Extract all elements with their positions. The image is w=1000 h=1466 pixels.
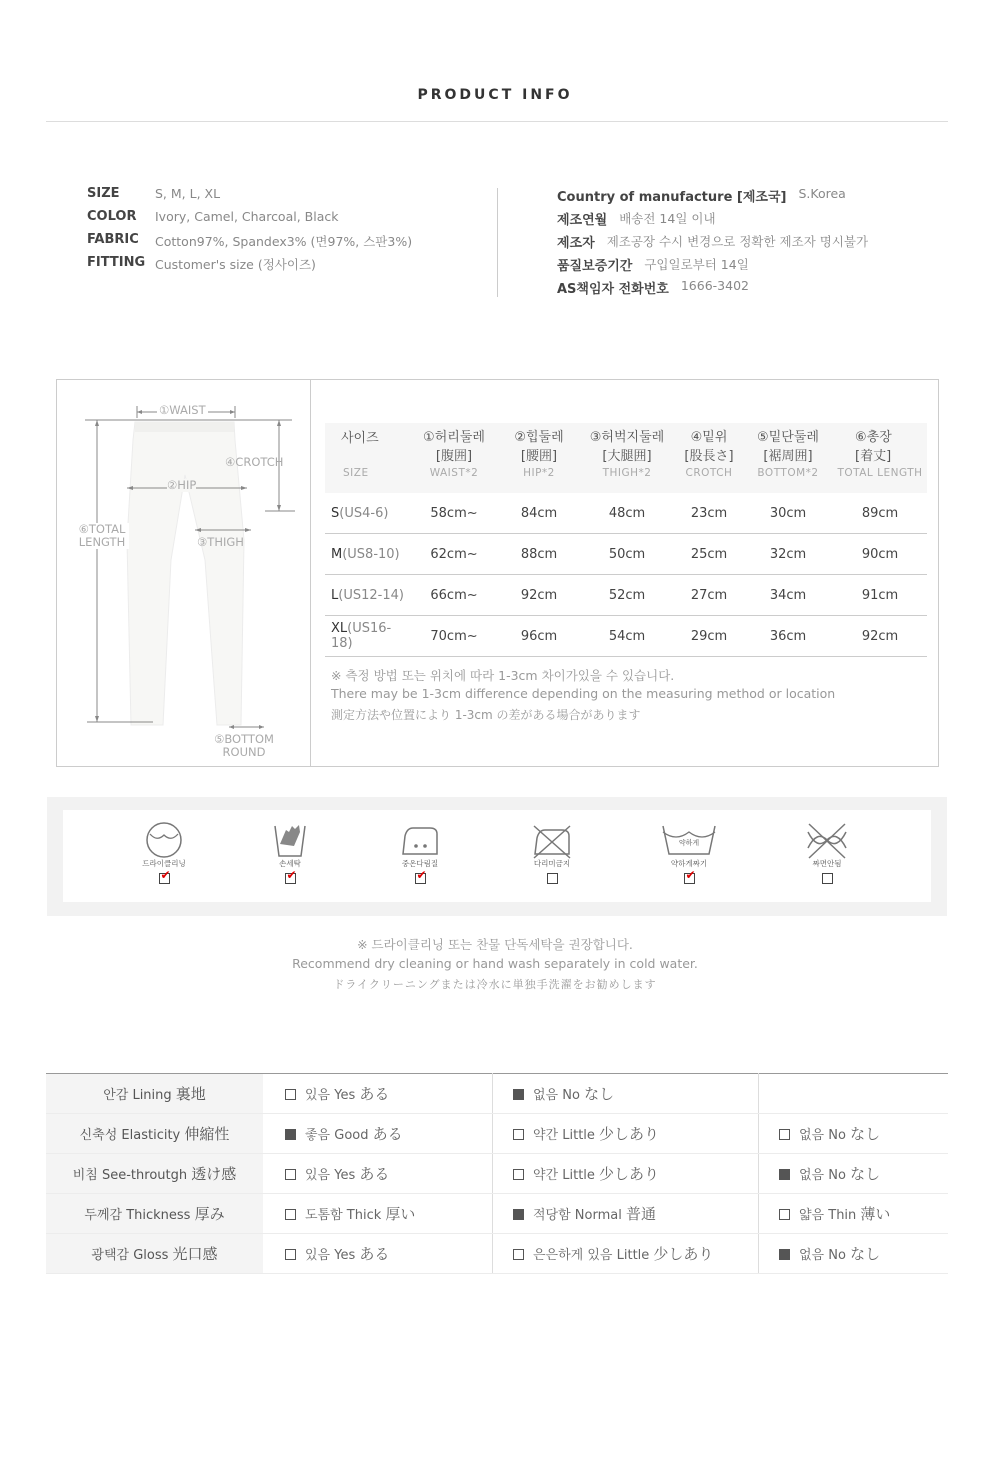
option-checkbox — [285, 1129, 296, 1140]
spec-row — [557, 278, 868, 301]
care-item-no-iron — [517, 820, 587, 884]
dry-cleaning-icon — [142, 820, 186, 860]
feature-option: 없음 No なし — [759, 1154, 949, 1194]
spec-key: 품질보증기간 — [557, 259, 633, 274]
table-row — [46, 1114, 948, 1154]
measure-note-ko: ※ 측정 방법 또는 위치에 따라 1-3cm 차이가있을 수 있습니다. — [331, 668, 675, 683]
table-cell: 92cm — [499, 575, 579, 616]
spec-value: 구입일로부터 14일 — [644, 257, 749, 272]
size-table-subheader — [325, 467, 927, 493]
header-hip-ko: ②힙둘레 — [514, 430, 564, 445]
table-row — [325, 493, 927, 534]
feature-option: 얇음 Thin 薄い — [759, 1194, 949, 1234]
spec-key: FITTING — [87, 255, 146, 270]
wash-note-jp: ドライクリーニングまたは冷水に単独手洗濯をお勧めします — [333, 978, 657, 991]
option-checkbox — [285, 1209, 296, 1220]
total-length-line1: ⑥TOTAL — [78, 522, 126, 536]
header-bottom-jp: [裾周囲] — [763, 449, 813, 464]
size-cell: M(US8-10) — [325, 534, 409, 575]
measure-note-jp: 測定方法や位置により 1-3cm の差がある場合があります — [331, 708, 641, 722]
spec-value: Cotton97%, Spandex3% (면97%, 스판3%) — [155, 234, 413, 249]
table-cell: 52cm — [579, 575, 675, 616]
measure-note-en: There may be 1-3cm difference depending on the measuring method or location — [331, 686, 836, 701]
spec-key: 제조자 — [557, 236, 595, 251]
option-checkbox — [779, 1249, 790, 1260]
subheader-waist: WAIST*2 — [409, 467, 499, 493]
table-cell: 66cm~ — [409, 575, 499, 616]
spec-key: 제조연월 — [557, 213, 608, 228]
feature-option: 적당함 Normal 普通 — [493, 1194, 759, 1234]
size-table-header — [325, 423, 927, 467]
option-checkbox — [513, 1169, 524, 1180]
waist-label: ①WAIST — [159, 403, 206, 417]
care-label: 중온다림질 — [401, 859, 439, 868]
table-cell: 92cm — [833, 616, 927, 657]
option-checkbox — [779, 1169, 790, 1180]
feature-option: 없음 No なし — [759, 1114, 949, 1154]
option-checkbox — [513, 1209, 524, 1220]
header-bottom-ko: ⑤밑단둘레 — [757, 430, 819, 445]
total-length-line2: LENGTH — [78, 535, 126, 549]
subheader-crotch: CROTCH — [675, 467, 743, 493]
table-cell: 89cm — [833, 493, 927, 534]
feature-option: 약간 Little 少しあり — [493, 1154, 759, 1194]
wash-note-ko: ※ 드라이클리닝 또는 찬물 단독세탁을 권장합니다. — [357, 937, 633, 952]
bottom-round-line2: ROUND — [222, 745, 266, 759]
table-row — [46, 1234, 948, 1274]
spec-value: S, M, L, XL — [155, 186, 221, 201]
crotch-label: ④CROTCH — [225, 455, 284, 469]
feature-table — [46, 1073, 948, 1274]
subheader-thigh: THIGH*2 — [579, 467, 675, 493]
table-cell: 50cm — [579, 534, 675, 575]
care-item-iron — [385, 820, 455, 884]
table-cell: 48cm — [579, 493, 675, 534]
header-bottom — [743, 423, 833, 467]
care-item-hand-wash — [255, 820, 325, 884]
spec-key: COLOR — [87, 209, 137, 224]
size-box-divider — [310, 380, 311, 766]
feature-label: 광택감 Gloss 光口感 — [46, 1234, 263, 1274]
subheader-total: TOTAL LENGTH — [833, 467, 927, 493]
care-checkbox — [547, 873, 558, 884]
subheader-hip: HIP*2 — [499, 467, 579, 493]
header-waist — [409, 423, 499, 467]
feature-option: 좋음 Good ある — [263, 1114, 493, 1154]
size-cell: S(US4-6) — [325, 493, 409, 534]
header-hip-jp: [腰囲] — [520, 449, 558, 464]
hip-label: ②HIP — [167, 478, 197, 492]
size-cell: L(US12-14) — [325, 575, 409, 616]
size-cell: XL(US16-18) — [325, 616, 409, 657]
no-wring-icon — [803, 820, 851, 860]
check-mark-icon: ✔ — [160, 868, 171, 882]
header-thigh-jp: [大腿囲] — [602, 449, 652, 464]
care-label: 짜면안됨 — [812, 859, 842, 868]
option-checkbox — [285, 1089, 296, 1100]
option-checkbox — [285, 1249, 296, 1260]
spec-value: Ivory, Camel, Charcoal, Black — [155, 209, 339, 224]
table-cell: 62cm~ — [409, 534, 499, 575]
table-row — [46, 1074, 948, 1114]
feature-label: 안감 Lining 裏地 — [46, 1074, 263, 1114]
feature-label: 두께감 Thickness 厚み — [46, 1194, 263, 1234]
header-size — [325, 423, 409, 467]
feature-label: 신축성 Elasticity 伸縮性 — [46, 1114, 263, 1154]
care-item-no-wring — [792, 820, 862, 884]
table-cell: 88cm — [499, 534, 579, 575]
feature-option: 없음 No なし — [759, 1234, 949, 1274]
feature-option-empty — [759, 1074, 949, 1114]
table-cell: 36cm — [743, 616, 833, 657]
table-cell: 84cm — [499, 493, 579, 534]
care-label: 손세탁 — [279, 859, 301, 868]
care-label: 드라이클리닝 — [142, 859, 186, 868]
table-cell: 25cm — [675, 534, 743, 575]
spec-row — [87, 209, 412, 232]
header-total-ko: ⑥총장 — [855, 430, 892, 445]
care-item-dry-cleaning — [129, 820, 199, 884]
table-cell: 29cm — [675, 616, 743, 657]
table-row — [325, 534, 927, 575]
hand-wash-icon — [268, 820, 312, 860]
wash-note-en: Recommend dry cleaning or hand wash separately in cold water. — [292, 956, 698, 971]
spec-value: Customer's size (정사이즈) — [155, 257, 316, 272]
spec-key: FABRIC — [87, 232, 139, 247]
header-waist-jp: [腹囲] — [435, 449, 473, 464]
spec-row — [557, 232, 868, 255]
spec-row — [87, 255, 412, 278]
table-cell: 70cm~ — [409, 616, 499, 657]
check-mark-icon: ✔ — [286, 868, 297, 882]
subheader-size: SIZE — [325, 467, 409, 493]
table-cell: 30cm — [743, 493, 833, 534]
no-iron-icon — [530, 820, 574, 860]
spec-row — [87, 232, 412, 255]
table-cell: 54cm — [579, 616, 675, 657]
feature-option: 약간 Little 少しあり — [493, 1114, 759, 1154]
spec-key: SIZE — [87, 186, 120, 201]
table-cell: 27cm — [675, 575, 743, 616]
table-row — [325, 575, 927, 616]
care-checkbox — [159, 868, 171, 884]
bottom-round-line1: ⑤BOTTOM — [214, 732, 274, 746]
feature-option: 있음 Yes ある — [263, 1074, 493, 1114]
check-mark-icon: ✔ — [416, 868, 427, 882]
header-size-ko: 사이즈 — [341, 430, 379, 446]
pants-diagram-icon — [57, 380, 310, 766]
spec-row — [557, 255, 868, 278]
subheader-bottom: BOTTOM*2 — [743, 467, 833, 493]
table-cell: 91cm — [833, 575, 927, 616]
option-checkbox — [513, 1249, 524, 1260]
table-cell: 96cm — [499, 616, 579, 657]
total-length-label — [75, 523, 129, 549]
option-checkbox — [513, 1129, 524, 1140]
bottom-round-label — [207, 733, 281, 759]
feature-option: 은은하게 있음 Little 少しあり — [493, 1234, 759, 1274]
option-checkbox — [285, 1169, 296, 1180]
page-title: PRODUCT INFO — [417, 87, 573, 103]
feature-option: 있음 Yes ある — [263, 1234, 493, 1274]
table-cell: 23cm — [675, 493, 743, 534]
table-row — [46, 1194, 948, 1234]
table-cell: 58cm~ — [409, 493, 499, 534]
spec-divider — [497, 188, 498, 297]
table-cell: 34cm — [743, 575, 833, 616]
header-crotch-jp: [股長さ] — [684, 449, 734, 464]
header-thigh-ko: ③허벅지둘레 — [589, 430, 665, 445]
spec-value: 제조공장 수시 변경으로 정확한 제조자 명시불가 — [606, 234, 869, 249]
care-panel-inner — [63, 810, 931, 902]
spec-value: 1666-3402 — [680, 278, 749, 293]
feature-option: 있음 Yes ある — [263, 1154, 493, 1194]
spec-key: Country of manufacture [제조국] — [557, 190, 787, 205]
header-total — [833, 423, 927, 467]
header-waist-ko: ①허리둘레 — [423, 430, 485, 445]
table-row — [325, 616, 927, 657]
header-crotch-ko: ④밑위 — [690, 430, 728, 445]
option-checkbox — [779, 1209, 790, 1220]
care-checkbox — [415, 868, 427, 884]
spec-list-left — [87, 186, 412, 278]
table-cell: 32cm — [743, 534, 833, 575]
care-label: 다리미금지 — [533, 859, 571, 868]
svg-text:약하게: 약하게 — [678, 839, 700, 847]
spec-row — [557, 209, 868, 232]
iron-medium-icon — [398, 820, 442, 860]
feature-option: 도톰함 Thick 厚い — [263, 1194, 493, 1234]
care-checkbox — [684, 868, 696, 884]
option-checkbox — [779, 1129, 790, 1140]
header-total-jp: [着丈] — [855, 449, 892, 464]
size-table — [325, 423, 927, 657]
spec-key: AS책임자 전화번호 — [557, 282, 669, 297]
option-checkbox — [513, 1089, 524, 1100]
feature-label: 비침 See-throutgh 透け感 — [46, 1154, 263, 1194]
feature-option: 없음 No なし — [493, 1074, 759, 1114]
spec-value: S.Korea — [798, 186, 846, 201]
spec-list-right — [557, 186, 868, 301]
header-hip — [499, 423, 579, 467]
header-crotch — [675, 423, 743, 467]
table-cell: 90cm — [833, 534, 927, 575]
header-thigh — [579, 423, 675, 467]
gentle-wash-icon — [659, 820, 719, 860]
care-label: 약하게짜기 — [670, 859, 708, 868]
care-checkbox — [285, 868, 297, 884]
check-mark-icon: ✔ — [685, 868, 696, 882]
spec-row — [87, 186, 412, 209]
thigh-label: ③THIGH — [197, 535, 244, 549]
header-size-jp — [341, 446, 409, 464]
care-item-gentle — [654, 820, 724, 884]
table-row — [46, 1154, 948, 1194]
spec-row — [557, 186, 868, 209]
spec-value: 배송전 14일 이내 — [619, 211, 716, 226]
care-panel — [47, 797, 947, 916]
title-divider — [46, 121, 948, 122]
care-checkbox — [822, 873, 833, 884]
